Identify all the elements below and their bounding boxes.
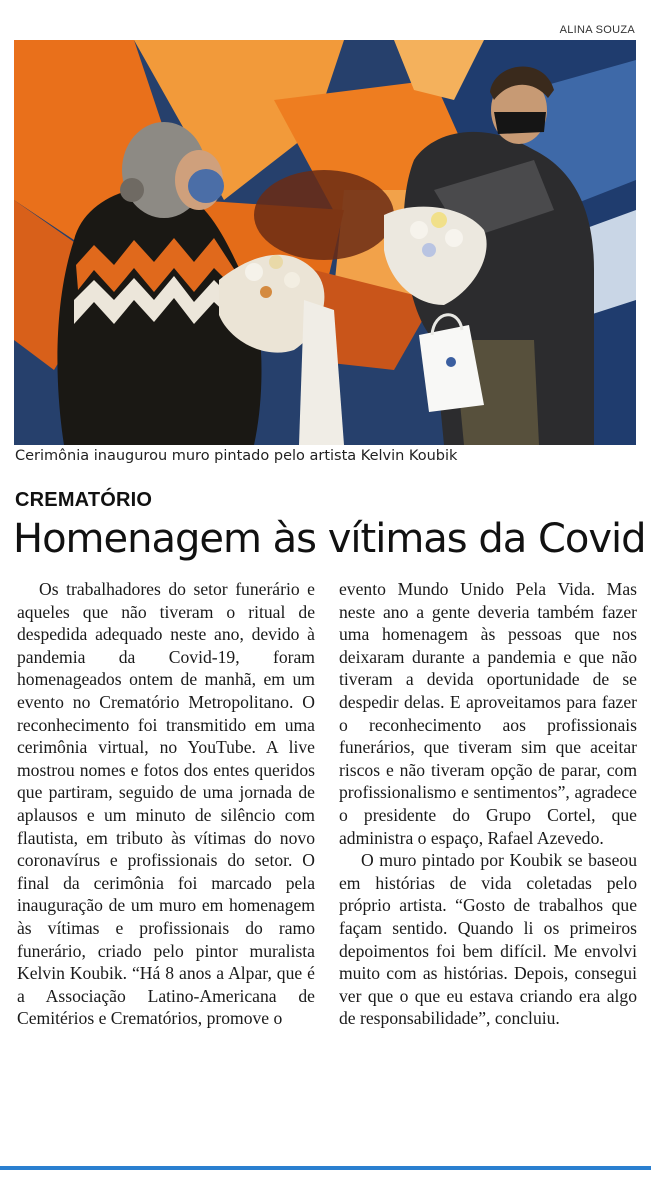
paragraph: O muro pintado por Koubik se baseou em histórias de vida coletadas pelo próprio artista. “Gosto de trabalhos que façam sentido. Quando li os primeiros depoimentos foi bem difícil. Me envolvi muito com as histórias. Depois, consegui ver que o que eu estava criando era algo de responsabilidade”, concluiu. <box>339 850 637 1029</box>
headline: Homenagem às vítimas da Covid <box>13 516 646 562</box>
article-photo <box>14 40 636 445</box>
paragraph: evento Mundo Unido Pela Vida. Mas neste ano a gente deveria também fazer uma homenagem às pessoas que nos deixaram durante a pandemia e que não tiveram a devida oportunidade de se despedir delas. E aproveitamos para fazer o reconhecimento aos profissionais funerários, que tiveram sim que aceitar riscos e não tiveram opção de parar, com profissionalismo e sentimentos”, agradece o presidente do Grupo Cortel, que administra o espaço, Rafael Azevedo. <box>339 579 637 848</box>
bottom-rule <box>0 1166 651 1170</box>
paragraph: Os trabalhadores do setor funerário e aqueles que não tiveram o ritual de despedida adequado neste ano, devido à pandemia da Covid-19, foram homenageados ontem de manhã, em um evento no Crematório Metropolitano. O reconhecimento foi transmitido em uma cerimônia virtual, no YouTube. A live mostrou nomes e fotos dos entes queridos que partiram, seguido de uma jornada de aplausos e um minuto de silêncio com flautista, em tributo às vítimas do novo coronavírus e profissionais do setor. O final da cerimônia foi marcado pela inauguração de um muro em homenagem às vítimas e profissionais do ramo funerário, criado pelo pintor muralista Kelvin Koubik. “Há 8 anos a Alpar, que é a Associação Latino-Americana de Cemitérios e Crematórios, promove o <box>17 579 315 1029</box>
photo-illustration <box>14 40 636 445</box>
column-2 <box>339 578 637 1030</box>
column-1 <box>17 578 315 1030</box>
photo-credit: ALINA SOUZA <box>559 24 635 36</box>
article-body <box>17 578 637 1030</box>
photo-caption: Cerimônia inaugurou muro pintado pelo artista Kelvin Koubik <box>15 448 458 464</box>
section-label: CREMATÓRIO <box>15 489 153 511</box>
